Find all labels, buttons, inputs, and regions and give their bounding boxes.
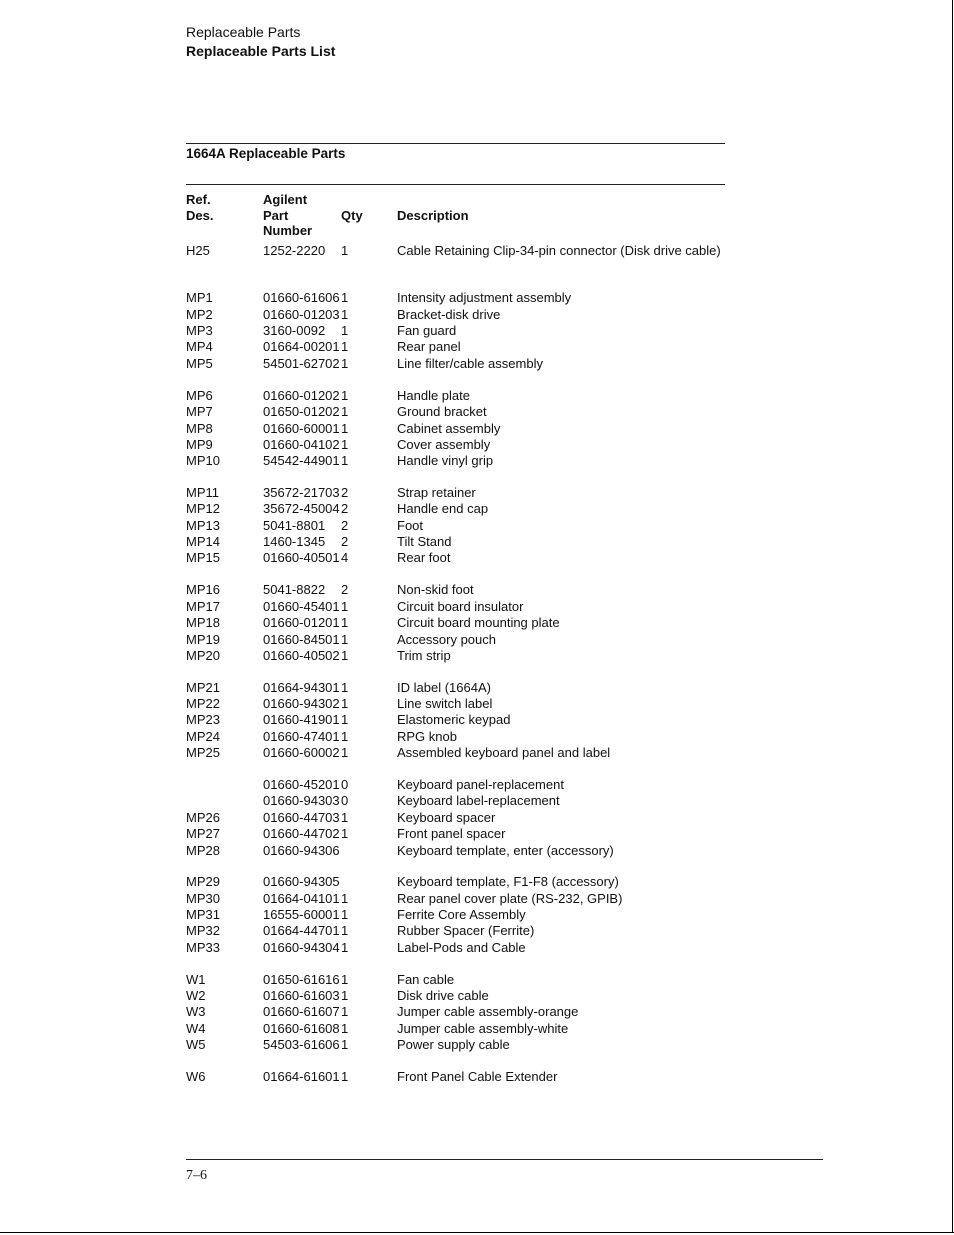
- cell-description: Rubber Spacer (Ferrite): [397, 923, 535, 938]
- cell-part-number: 01660-45401: [263, 599, 340, 614]
- cell-qty: 1: [341, 1069, 349, 1084]
- cell-part-number: 01660-41901: [263, 712, 340, 727]
- cell-ref: MP32: [186, 923, 220, 938]
- cell-qty: 1: [341, 696, 349, 711]
- cell-part-number: 01660-44702: [263, 826, 340, 841]
- cell-ref: MP29: [186, 874, 220, 889]
- cell-description: Front panel spacer: [397, 826, 506, 841]
- cell-ref: MP5: [186, 356, 213, 371]
- cell-qty: 1: [341, 615, 349, 630]
- cell-description: Cover assembly: [397, 437, 491, 452]
- cell-description: Label-Pods and Cable: [397, 940, 526, 955]
- cell-description: Fan cable: [397, 972, 455, 987]
- cell-description: Line switch label: [397, 696, 493, 711]
- cell-description: Keyboard template, F1-F8 (accessory): [397, 874, 619, 889]
- cell-part-number: 01660-40502: [263, 648, 340, 663]
- cell-qty: 1: [341, 907, 349, 922]
- cell-ref: MP31: [186, 907, 220, 922]
- cell-qty: 1: [341, 404, 349, 419]
- cell-qty: 1: [341, 745, 349, 760]
- cell-qty: 1: [341, 307, 349, 322]
- cell-qty: 1: [341, 712, 349, 727]
- column-header-ref-line: Ref.: [186, 192, 211, 207]
- cell-ref: MP18: [186, 615, 220, 630]
- cell-part-number: 01664-00201: [263, 339, 340, 354]
- cell-qty: 1: [341, 1021, 349, 1036]
- column-header-part-line: Number: [263, 223, 313, 238]
- cell-part-number: 01660-60002: [263, 745, 340, 760]
- cell-description: Assembled keyboard panel and label: [397, 745, 611, 760]
- cell-qty: 0: [341, 777, 349, 792]
- cell-description: Handle vinyl grip: [397, 453, 494, 468]
- cell-qty: 2: [341, 485, 349, 500]
- cell-description: Elastomeric keypad: [397, 712, 511, 727]
- column-header-description: Description: [397, 208, 469, 223]
- cell-qty: 1: [341, 940, 349, 955]
- cell-part-number: 01664-04101: [263, 891, 340, 906]
- cell-description: Circuit board mounting plate: [397, 615, 560, 630]
- cell-part-number: 01660-01202: [263, 388, 340, 403]
- cell-description: Non-skid foot: [397, 582, 474, 597]
- cell-qty: 1: [341, 323, 349, 338]
- cell-qty: 1: [341, 356, 349, 371]
- page-number: 7–6: [186, 1168, 207, 1183]
- cell-ref: MP23: [186, 712, 220, 727]
- cell-part-number: 01660-01203: [263, 307, 340, 322]
- cell-qty: 1: [341, 437, 349, 452]
- cell-qty: 1: [341, 810, 349, 825]
- cell-description: Bracket-disk drive: [397, 307, 501, 322]
- cell-ref: H25: [186, 243, 210, 258]
- running-head: [186, 23, 335, 61]
- cell-qty: 1: [341, 1037, 349, 1052]
- cell-part-number: 01660-84501: [263, 632, 340, 647]
- cell-ref: MP12: [186, 501, 220, 516]
- page-border-right: [952, 0, 953, 1233]
- cell-ref: MP17: [186, 599, 220, 614]
- cell-ref: MP28: [186, 843, 220, 858]
- cell-ref: W2: [186, 988, 206, 1003]
- section-title: Replaceable Parts: [186, 24, 301, 40]
- cell-part-number: 01660-61603: [263, 988, 340, 1003]
- cell-description: Keyboard panel-replacement: [397, 777, 564, 792]
- cell-description: Rear panel: [397, 339, 461, 354]
- cell-ref: MP21: [186, 680, 220, 695]
- cell-ref: W3: [186, 1004, 206, 1019]
- cell-description: Ferrite Core Assembly: [397, 907, 526, 922]
- cell-qty: 0: [341, 793, 349, 808]
- cell-description: Strap retainer: [397, 485, 476, 500]
- cell-ref: MP7: [186, 404, 213, 419]
- cell-description: Intensity adjustment assembly: [397, 290, 572, 305]
- cell-part-number: 01660-45201: [263, 777, 340, 792]
- cell-description: Keyboard template, enter (accessory): [397, 843, 614, 858]
- cell-part-number: 01660-44703: [263, 810, 340, 825]
- cell-description: Jumper cable assembly-white: [397, 1021, 569, 1036]
- cell-qty: 1: [341, 388, 349, 403]
- cell-qty: 4: [341, 550, 349, 565]
- cell-description: Keyboard spacer: [397, 810, 496, 825]
- cell-ref: W5: [186, 1037, 206, 1052]
- cell-qty: 2: [341, 582, 349, 597]
- column-header-ref-line: Des.: [186, 207, 214, 223]
- cell-description: Power supply cable: [397, 1037, 510, 1052]
- cell-qty: 1: [341, 826, 349, 841]
- cell-description: Foot: [397, 518, 424, 533]
- cell-ref: MP24: [186, 729, 220, 744]
- cell-description: Circuit board insulator: [397, 599, 524, 614]
- cell-part-number: 01660-61608: [263, 1021, 340, 1036]
- cell-ref: MP8: [186, 421, 213, 436]
- column-header-part: [263, 192, 312, 239]
- page-border-bottom: [0, 1232, 954, 1233]
- cell-part-number: 01660-04102: [263, 437, 340, 452]
- cell-qty: 1: [341, 453, 349, 468]
- cell-description: Front Panel Cable Extender: [397, 1069, 558, 1084]
- cell-description: Keyboard label-replacement: [397, 793, 560, 808]
- cell-description: Disk drive cable: [397, 988, 489, 1003]
- cell-ref: MP10: [186, 453, 220, 468]
- cell-description: Line filter/cable assembly: [397, 356, 543, 371]
- cell-description: Trim strip: [397, 648, 451, 663]
- cell-ref: MP25: [186, 745, 220, 760]
- cell-part-number: 01660-94304: [263, 940, 340, 955]
- cell-ref: MP33: [186, 940, 220, 955]
- cell-ref: MP14: [186, 534, 220, 549]
- cell-part-number: 01660-61607: [263, 1004, 340, 1019]
- cell-ref: MP30: [186, 891, 220, 906]
- column-header-ref: [186, 192, 213, 223]
- cell-qty: 1: [341, 988, 349, 1003]
- cell-ref: W4: [186, 1021, 206, 1036]
- cell-part-number: 35672-45004: [263, 501, 340, 516]
- cell-qty: 1: [341, 729, 349, 744]
- table-header-rule: [186, 184, 725, 185]
- column-header-part-line: Agilent: [263, 192, 308, 207]
- cell-qty: 1: [341, 290, 349, 305]
- cell-part-number: 01660-94303: [263, 793, 340, 808]
- cell-ref: MP20: [186, 648, 220, 663]
- cell-qty: 1: [341, 1004, 349, 1019]
- cell-description: Cable Retaining Clip-34-pin connector (Disk drive cable): [397, 243, 721, 258]
- cell-ref: MP13: [186, 518, 220, 533]
- cell-ref: MP9: [186, 437, 213, 452]
- cell-description: Fan guard: [397, 323, 457, 338]
- cell-description: Tilt Stand: [397, 534, 452, 549]
- cell-part-number: 54542-44901: [263, 453, 340, 468]
- cell-part-number: 01660-60001: [263, 421, 340, 436]
- cell-part-number: 01660-01201: [263, 615, 340, 630]
- cell-qty: 1: [341, 923, 349, 938]
- cell-part-number: 01664-44701: [263, 923, 340, 938]
- cell-part-number: 01660-47401: [263, 729, 340, 744]
- cell-qty: 1: [341, 680, 349, 695]
- cell-description: Rear panel cover plate (RS-232, GPIB): [397, 891, 623, 906]
- cell-part-number: 54503-61606: [263, 1037, 340, 1052]
- cell-description: Accessory pouch: [397, 632, 496, 647]
- cell-ref: MP16: [186, 582, 220, 597]
- cell-ref: MP2: [186, 307, 213, 322]
- cell-ref: MP19: [186, 632, 220, 647]
- cell-part-number: 5041-8822: [263, 582, 326, 597]
- cell-description: Rear foot: [397, 550, 451, 565]
- cell-qty: 1: [341, 632, 349, 647]
- cell-part-number: 01660-94305: [263, 874, 340, 889]
- footer-rule: [186, 1159, 823, 1160]
- cell-ref: MP27: [186, 826, 220, 841]
- cell-ref: MP6: [186, 388, 213, 403]
- column-header-qty: Qty: [341, 208, 363, 223]
- cell-part-number: 01660-61606: [263, 290, 340, 305]
- cell-ref: MP15: [186, 550, 220, 565]
- cell-qty: 1: [341, 339, 349, 354]
- cell-part-number: 3160-0092: [263, 323, 326, 338]
- cell-ref: W6: [186, 1069, 206, 1084]
- subsection-title: Replaceable Parts List: [186, 43, 336, 59]
- cell-part-number: 01660-40501: [263, 550, 340, 565]
- cell-description: Handle end cap: [397, 501, 489, 516]
- cell-ref: MP26: [186, 810, 220, 825]
- cell-ref: MP4: [186, 339, 213, 354]
- cell-description: RPG knob: [397, 729, 457, 744]
- cell-description: Ground bracket: [397, 404, 487, 419]
- cell-part-number: 1460-1345: [263, 534, 326, 549]
- cell-description: ID label (1664A): [397, 680, 491, 695]
- cell-qty: 1: [341, 243, 349, 258]
- cell-part-number: 01660-94306: [263, 843, 340, 858]
- cell-qty: 1: [341, 891, 349, 906]
- cell-ref: MP1: [186, 290, 213, 305]
- column-header-part-line: Part: [263, 207, 289, 223]
- cell-part-number: 01650-01202: [263, 404, 340, 419]
- cell-qty: 2: [341, 518, 349, 533]
- cell-qty: 2: [341, 534, 349, 549]
- cell-part-number: 54501-62702: [263, 356, 340, 371]
- cell-qty: 1: [341, 972, 349, 987]
- cell-ref: MP11: [186, 485, 219, 500]
- cell-ref: MP3: [186, 323, 213, 338]
- cell-part-number: 01660-94302: [263, 696, 340, 711]
- cell-qty: 1: [341, 648, 349, 663]
- cell-qty: 1: [341, 599, 349, 614]
- cell-part-number: 35672-21703: [263, 485, 340, 500]
- cell-ref: MP22: [186, 696, 220, 711]
- cell-part-number: 01664-61601: [263, 1069, 340, 1084]
- cell-description: Cabinet assembly: [397, 421, 501, 436]
- cell-part-number: 5041-8801: [263, 518, 326, 533]
- cell-part-number: 16555-60001: [263, 907, 340, 922]
- cell-qty: 2: [341, 501, 349, 516]
- table-title: 1664A Replaceable Parts: [186, 146, 346, 161]
- cell-description: Handle plate: [397, 388, 470, 403]
- cell-part-number: 01650-61616: [263, 972, 340, 987]
- cell-ref: W1: [186, 972, 206, 987]
- cell-part-number: 01664-94301: [263, 680, 340, 695]
- cell-part-number: 1252-2220: [263, 243, 326, 258]
- table-top-rule: [186, 143, 725, 144]
- cell-description: Jumper cable assembly-orange: [397, 1004, 579, 1019]
- cell-qty: 1: [341, 421, 349, 436]
